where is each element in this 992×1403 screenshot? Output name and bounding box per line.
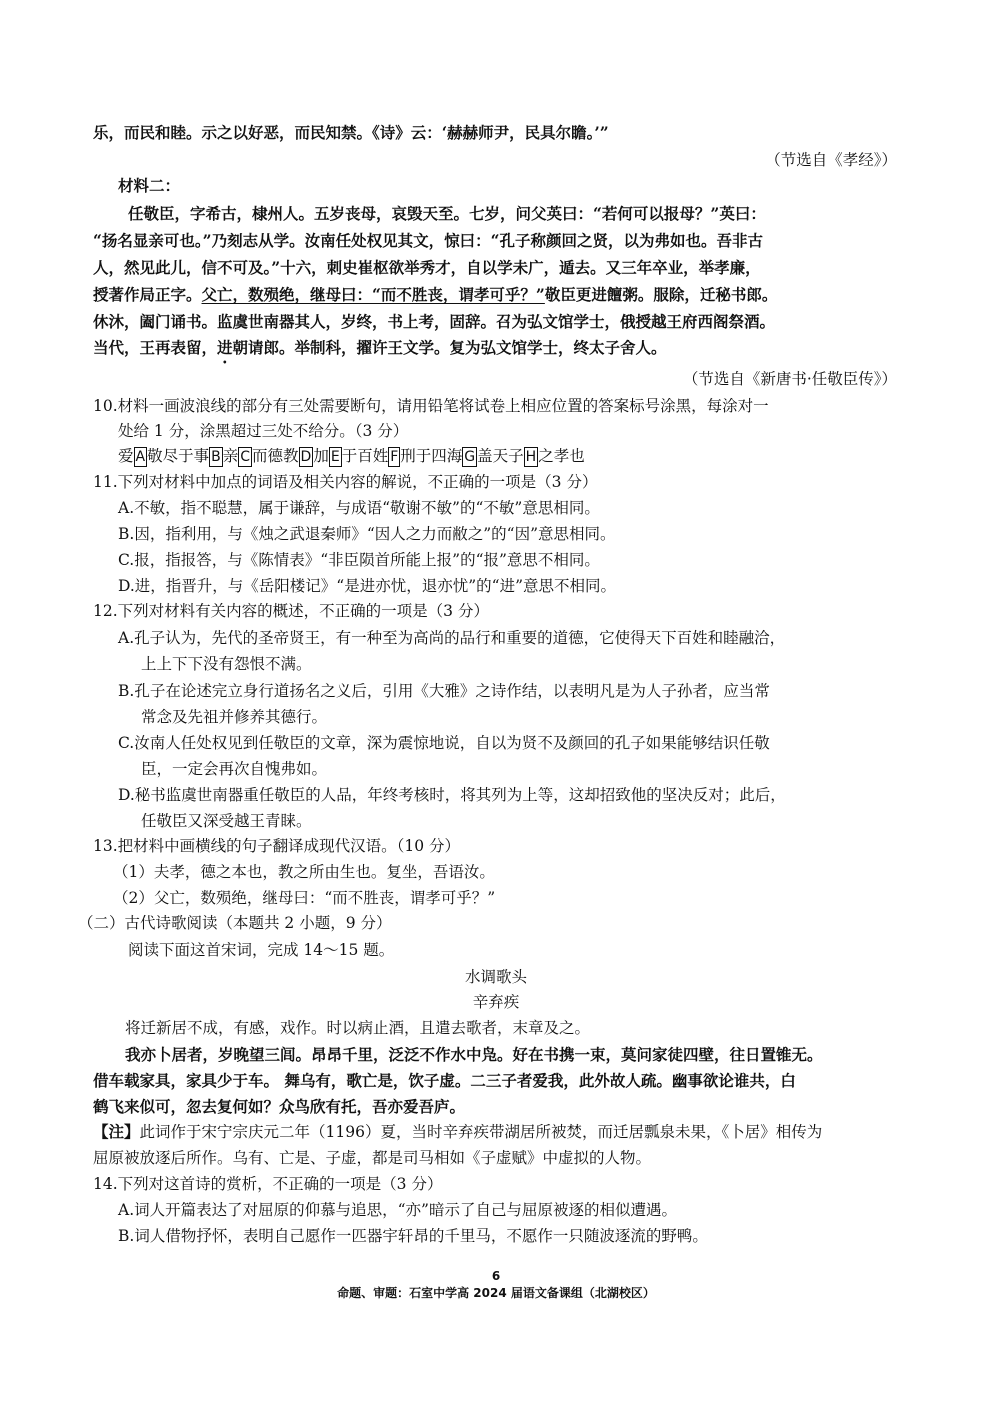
material-one-last-line: 乐，而民和睦。示之以好恶，而民知禁。《诗》云：‘赫赫师尹，民具尔瞻。’” (93, 123, 609, 142)
page-footer: 命题、审题：石室中学高 2024 届语文备课组（北湖校区） (337, 1286, 655, 1300)
material-one-source: （节选自《孝经》） (765, 151, 897, 169)
answer-mark-c[interactable]: C (240, 449, 251, 465)
q11-option-b[interactable]: B.因，指利用，与《烛之武退秦师》“因人之力而敝之”的“因”意思相同。 (118, 525, 616, 543)
answer-mark-d[interactable]: D (300, 449, 312, 465)
underlined-sentence: 父亡，数殒绝，继母曰：“而不胜丧，谓孝可乎？” (201, 285, 545, 304)
q12-option-b-cont: 常念及先祖并修养其德行。 (141, 708, 328, 726)
q12-stem: 12.下列对材料有关内容的概述，不正确的一项是（3 分） (93, 602, 489, 620)
material-two-line-underlined: 授著作局正字。父亡，数殒绝，继母曰：“而不胜丧，谓孝可乎？”敬臣更进饘粥。服除，迁秘书郎。 (93, 285, 778, 304)
q13-item-1: （1）夫孝，德之本也，教之所由生也。复坐，吾语汝。 (113, 863, 495, 881)
q12-option-d[interactable]: D.秘书监虞世南器重任敬臣的人品，年终考核时，将其列为上等，这却招致他的坚决反对；此后， (118, 786, 786, 804)
q14-option-b[interactable]: B.词人借物抒怀，表明自己愿作一匹器宇轩昂的千里马，不愿作一只随波逐流的野鸭。 (118, 1227, 708, 1245)
q12-option-c-cont: 臣，一定会再次自愧弗如。 (141, 760, 328, 778)
q11-option-d[interactable]: D.进，指晋升，与《岳阳楼记》“是进亦忧，退亦忧”的“进”意思不相同。 (118, 577, 617, 595)
q14-option-a[interactable]: A.词人开篇表达了对屈原的仰慕与追思，“亦”暗示了自己与屈原被逐的相似遭遇。 (118, 1201, 677, 1219)
q10-stem-cont: 处给 1 分，涂黑超过三处不给分。（3 分） (118, 422, 409, 440)
q14-stem: 14.下列对这首诗的赏析，不正确的一项是（3 分） (93, 1175, 443, 1193)
q12-option-d-cont: 任敬臣又深受越王青睐。 (141, 812, 312, 830)
poem-line: 我亦卜居者，岁晚望三闾。昂昂千里，泛泛不作水中凫。好在书携一束，莫问家徒四壁，往日置锥无。 (125, 1045, 823, 1064)
page-number: 6 (491, 1269, 501, 1283)
poem-line: 鹤飞来似可，忽去复何如？众鸟欣有托，吾亦爱吾庐。 (93, 1097, 466, 1116)
material-two-line: 任敬臣，字希古，棣州人。五岁丧母，哀毁天至。七岁，问父英曰：“若何可以报母？”英曰： (128, 204, 766, 223)
answer-mark-f[interactable]: F (390, 449, 399, 465)
q12-option-b[interactable]: B.孔子在论述完立身行道扬名之义后，引用《大雅》之诗作结，以表明凡是为人子孙者，应当常 (118, 682, 770, 700)
material-two-line: 休沐，阖门诵书。监虞世南器其人，岁终，书上考，固辞。召为弘文馆学士，俄授越王府西阁祭酒。 (93, 312, 776, 331)
material-two-heading: 材料二： (118, 176, 181, 195)
material-two-line-dotted: 当代，王再表留，进朝请郎。举制科，擢许王文学。复为弘文馆学士，终太子舍人。 (93, 338, 667, 357)
answer-mark-e[interactable]: E (330, 449, 340, 465)
section-two-intro: 阅读下面这首宋词，完成 14～15 题。 (128, 941, 395, 959)
q13-item-2: （2）父亡，数殒绝，继母曰：“而不胜丧，谓孝可乎？” (113, 889, 496, 907)
answer-mark-a[interactable]: A (135, 449, 146, 465)
material-two-source: （节选自《新唐书·任敬臣传》） (682, 370, 897, 388)
poem-line: 借车载家具，家具少于车。 舞乌有，歌亡是，饮子虚。二三子者爱我，此外故人疏。幽事欲论谁共，白 (93, 1071, 796, 1090)
material-two-line: “扬名显亲可也。”乃刻志从学。汝南任处权见其文，惊曰：“孔子称颜回之贤，以为弗如也。吾非古 (93, 231, 763, 250)
poem-preface: 将迁新居不成，有感，戏作。时以病止酒，且遣去歌者，末章及之。 (125, 1019, 591, 1037)
poem-author: 辛弃疾 (472, 993, 520, 1011)
material-two-line: 人，然见此儿，信不可及。”十六，刺史崔枢欲举秀才，自以学未广，遁去。又三年卒业，举孝廉， (93, 258, 761, 277)
poem-note: 【注】此词作于宋宁宗庆元二年（1196）夏，当时辛弃疾带湖居所被焚，而迁居瓢泉未果，《卜居》相传为 (93, 1122, 823, 1141)
q12-option-c[interactable]: C.汝南人任处权见到任敬臣的文章，深为震惊地说，自以为贤不及颜回的孔子如果能够结识任敬 (118, 734, 770, 752)
poem-note-cont: 屈原被放逐后所作。乌有、亡是、子虚，都是司马相如《子虚赋》中虚拟的人物。 (93, 1149, 652, 1167)
poem-title: 水调歌头 (464, 968, 527, 986)
q12-option-a-cont: 上上下下没有怨恨不满。 (141, 655, 312, 673)
q11-stem: 11.下列对材料中加点的词语及相关内容的解说，不正确的一项是（3 分） (93, 473, 598, 491)
q13-stem: 13.把材料中画横线的句子翻译成现代汉语。（10 分） (93, 837, 461, 855)
note-label: 【注】 (93, 1122, 140, 1141)
q11-option-a[interactable]: A.不敏，指不聪慧，属于谦辞，与成语“敬谢不敏”的“不敏”意思相同。 (118, 499, 600, 517)
answer-mark-b[interactable]: B (211, 449, 221, 465)
section-two-title: （二）古代诗歌阅读（本题共 2 小题，9 分） (78, 914, 392, 932)
q11-option-c[interactable]: C.报，指报答，与《陈情表》“非臣陨首所能上报”的“报”意思不相同。 (118, 551, 600, 569)
q10-stem: 10.材料一画波浪线的部分有三处需要断句，请用铅笔将试卷上相应位置的答案标号涂黑，每涂对一 (93, 397, 769, 415)
answer-mark-g[interactable]: G (464, 449, 476, 465)
q12-option-a[interactable]: A.孔子认为，先代的圣帝贤王，有一种至为高尚的品行和重要的道德，它使得天下百姓和睦融洽， (118, 629, 786, 647)
q10-break-options: 爱 A 敬尽于事 B 亲 C 而德教 D 加 E 于百姓 F 刑于四海 G 盖天子 H 之孝也 (118, 447, 585, 465)
emphasis-dot-word: 进 (217, 338, 233, 357)
answer-mark-h[interactable]: H (525, 449, 537, 465)
